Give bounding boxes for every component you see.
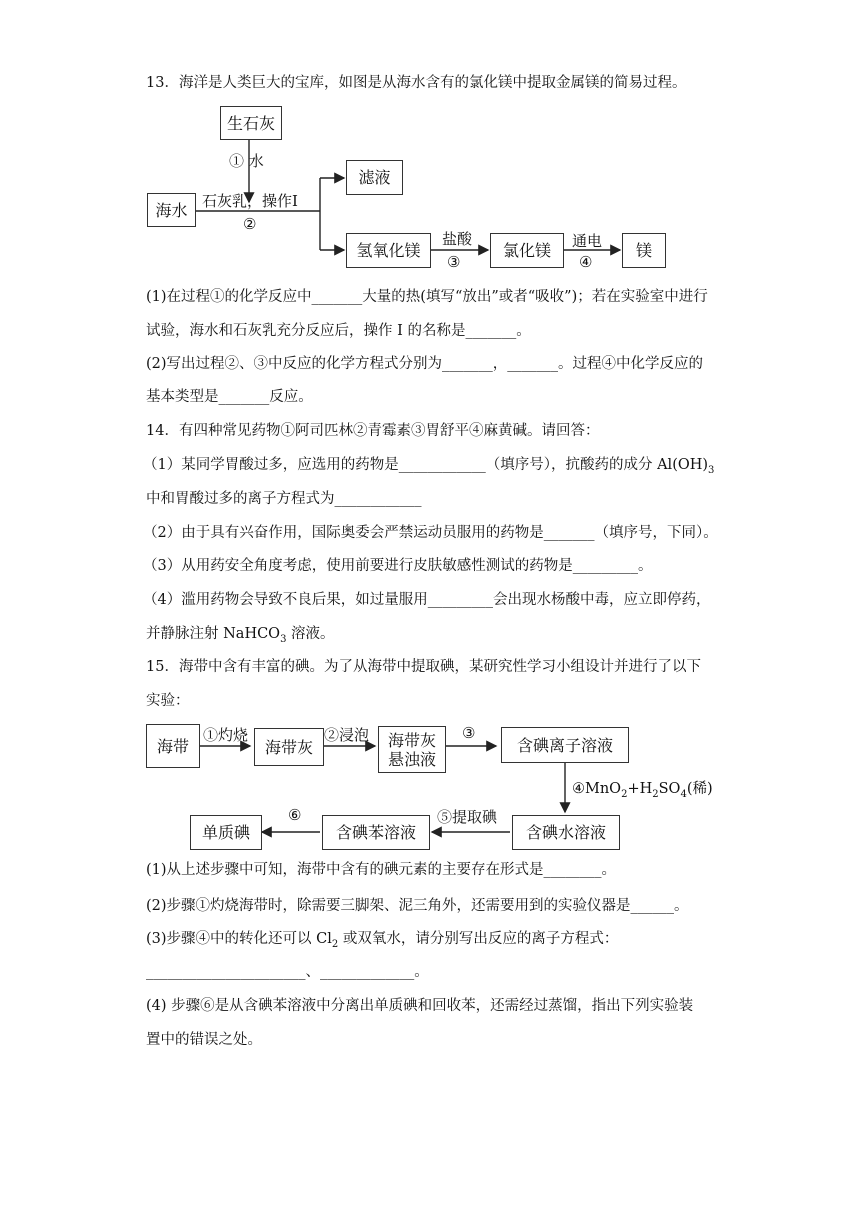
label-step3: ③ bbox=[462, 724, 476, 742]
label-step1-water: ① 水 bbox=[229, 152, 264, 170]
q15-title-line1: 15．海带中含有丰富的碘。为了从海带中提取碘，某研究性学习小组设计并进行了以下 bbox=[146, 659, 701, 675]
q15-part4-line2: 置中的错误之处。 bbox=[146, 1032, 262, 1048]
box-kelp: 海带 bbox=[146, 724, 200, 768]
q14-part1-line2: 中和胃酸过多的离子方程式为____________ bbox=[146, 491, 422, 507]
q15-part1: (1)从上述步骤中可知，海带中含有的碘元素的主要存在形式是________。 bbox=[146, 862, 617, 878]
label-step4-reagents bbox=[572, 777, 713, 800]
q14-part4-line1: （4）滥用药物会导致不良后果，如过量服用_________会出现水杨酸中毒，应立即停药， bbox=[143, 592, 711, 608]
q15-title-line2: 实验： bbox=[146, 693, 190, 709]
q14-part4-text-pre: 并静脉注射 NaHCO bbox=[146, 626, 281, 642]
q14-part1-sub: 3 bbox=[708, 464, 715, 476]
q14-part4-sub: 3 bbox=[280, 633, 287, 645]
box-magnesium-chloride: 氯化镁 bbox=[490, 233, 564, 268]
q15-part3-line2: ______________________、_____________。 bbox=[146, 964, 429, 980]
q13-title: 13．海洋是人类巨大的宝库，如图是从海水含有的氯化镁中提取金属镁的简易过程。 bbox=[146, 75, 687, 91]
label-step4-s2: 2 bbox=[652, 788, 659, 800]
label-step4-s1: 2 bbox=[621, 788, 628, 800]
q14-part2: （2）由于具有兴奋作用，国际奥委会严禁运动员服用的药物是_______（填序号，下同）。 bbox=[143, 525, 718, 541]
q15-part3-pre: (3)步骤④中的转化还可以 Cl bbox=[146, 931, 332, 947]
box-quicklime: 生石灰 bbox=[220, 106, 282, 140]
q13-part2-line1: (2)写出过程②、③中反应的化学方程式分别为_______，_______。过程④中化学反应的 bbox=[146, 356, 704, 372]
box-iodine-benzene: 含碘苯溶液 bbox=[322, 815, 430, 850]
label-limemilk: 石灰乳，操作I bbox=[202, 192, 298, 210]
q15-part3-post: 或双氧水，请分别写出反应的离子方程式： bbox=[338, 931, 619, 947]
q15-part2: (2)步骤①灼烧海带时，除需要三脚架、泥三角外，还需要用到的实验仪器是______。 bbox=[146, 898, 689, 914]
q14-part1-text: （1）某同学胃酸过多，应选用的药物是____________（填序号），抗酸药的成分 Al(OH) bbox=[143, 457, 709, 473]
q14-part4-text-post: 溶液。 bbox=[286, 626, 335, 642]
label-step4-t4: (稀) bbox=[686, 781, 713, 797]
label-step4-t3: SO bbox=[658, 781, 681, 797]
box-iodine-water: 含碘水溶液 bbox=[512, 815, 620, 850]
q15-part4-line1: (4) 步骤⑥是从含碘苯溶液中分离出单质碘和回收苯，还需经过蒸馏，指出下列实验装 bbox=[146, 998, 694, 1014]
label-step4-s3: 4 bbox=[680, 788, 687, 800]
q14-part3: （3）从用药安全角度考虑，使用前要进行皮肤敏感性测试的药物是_________。 bbox=[143, 558, 653, 574]
q15-part3-line1 bbox=[146, 929, 618, 955]
box-filtrate: 滤液 bbox=[346, 160, 403, 195]
q13-part1-line2: 试验，海水和石灰乳充分反应后，操作 I 的名称是_______。 bbox=[146, 323, 531, 339]
label-step4: ④ bbox=[579, 253, 593, 271]
box-magnesium: 镁 bbox=[622, 233, 666, 268]
q15-part3-sub: 2 bbox=[331, 938, 339, 950]
box-magnesium-hydroxide: 氢氧化镁 bbox=[346, 233, 431, 268]
q14-title: 14．有四种常见药物①阿司匹林②青霉素③胃舒平④麻黄碱。请回答： bbox=[146, 423, 600, 439]
label-hcl: 盐酸 bbox=[442, 230, 473, 248]
label-step4-t1: ④MnO bbox=[572, 781, 622, 797]
label-step4-t2: +H bbox=[627, 781, 653, 797]
label-step3: ③ bbox=[447, 253, 461, 271]
box-iodide-solution: 含碘离子溶液 bbox=[501, 727, 629, 763]
label-step6: ⑥ bbox=[288, 806, 302, 824]
label-electrolysis: 通电 bbox=[572, 232, 603, 250]
box-seawater: 海水 bbox=[147, 193, 196, 227]
box-ash-suspension bbox=[378, 726, 446, 773]
label-step2: ② bbox=[243, 215, 257, 233]
label-step5-extract: ⑤提取碘 bbox=[437, 808, 498, 826]
box-ash-suspension-line1: 海带灰 bbox=[387, 730, 436, 750]
q13-part2-line2: 基本类型是_______反应。 bbox=[146, 389, 313, 405]
label-step2-soak: ②浸泡 bbox=[324, 726, 370, 744]
box-kelp-ash: 海带灰 bbox=[254, 728, 324, 766]
q13-part1-line1: (1)在过程①的化学反应中_______大量的热(填写“放出”或者“吸收”)；若在实验室中进行 bbox=[146, 289, 708, 305]
box-ash-suspension-line2: 悬浊液 bbox=[387, 749, 436, 769]
label-step1-burn: ①灼烧 bbox=[203, 726, 249, 744]
box-iodine: 单质碘 bbox=[190, 815, 262, 850]
